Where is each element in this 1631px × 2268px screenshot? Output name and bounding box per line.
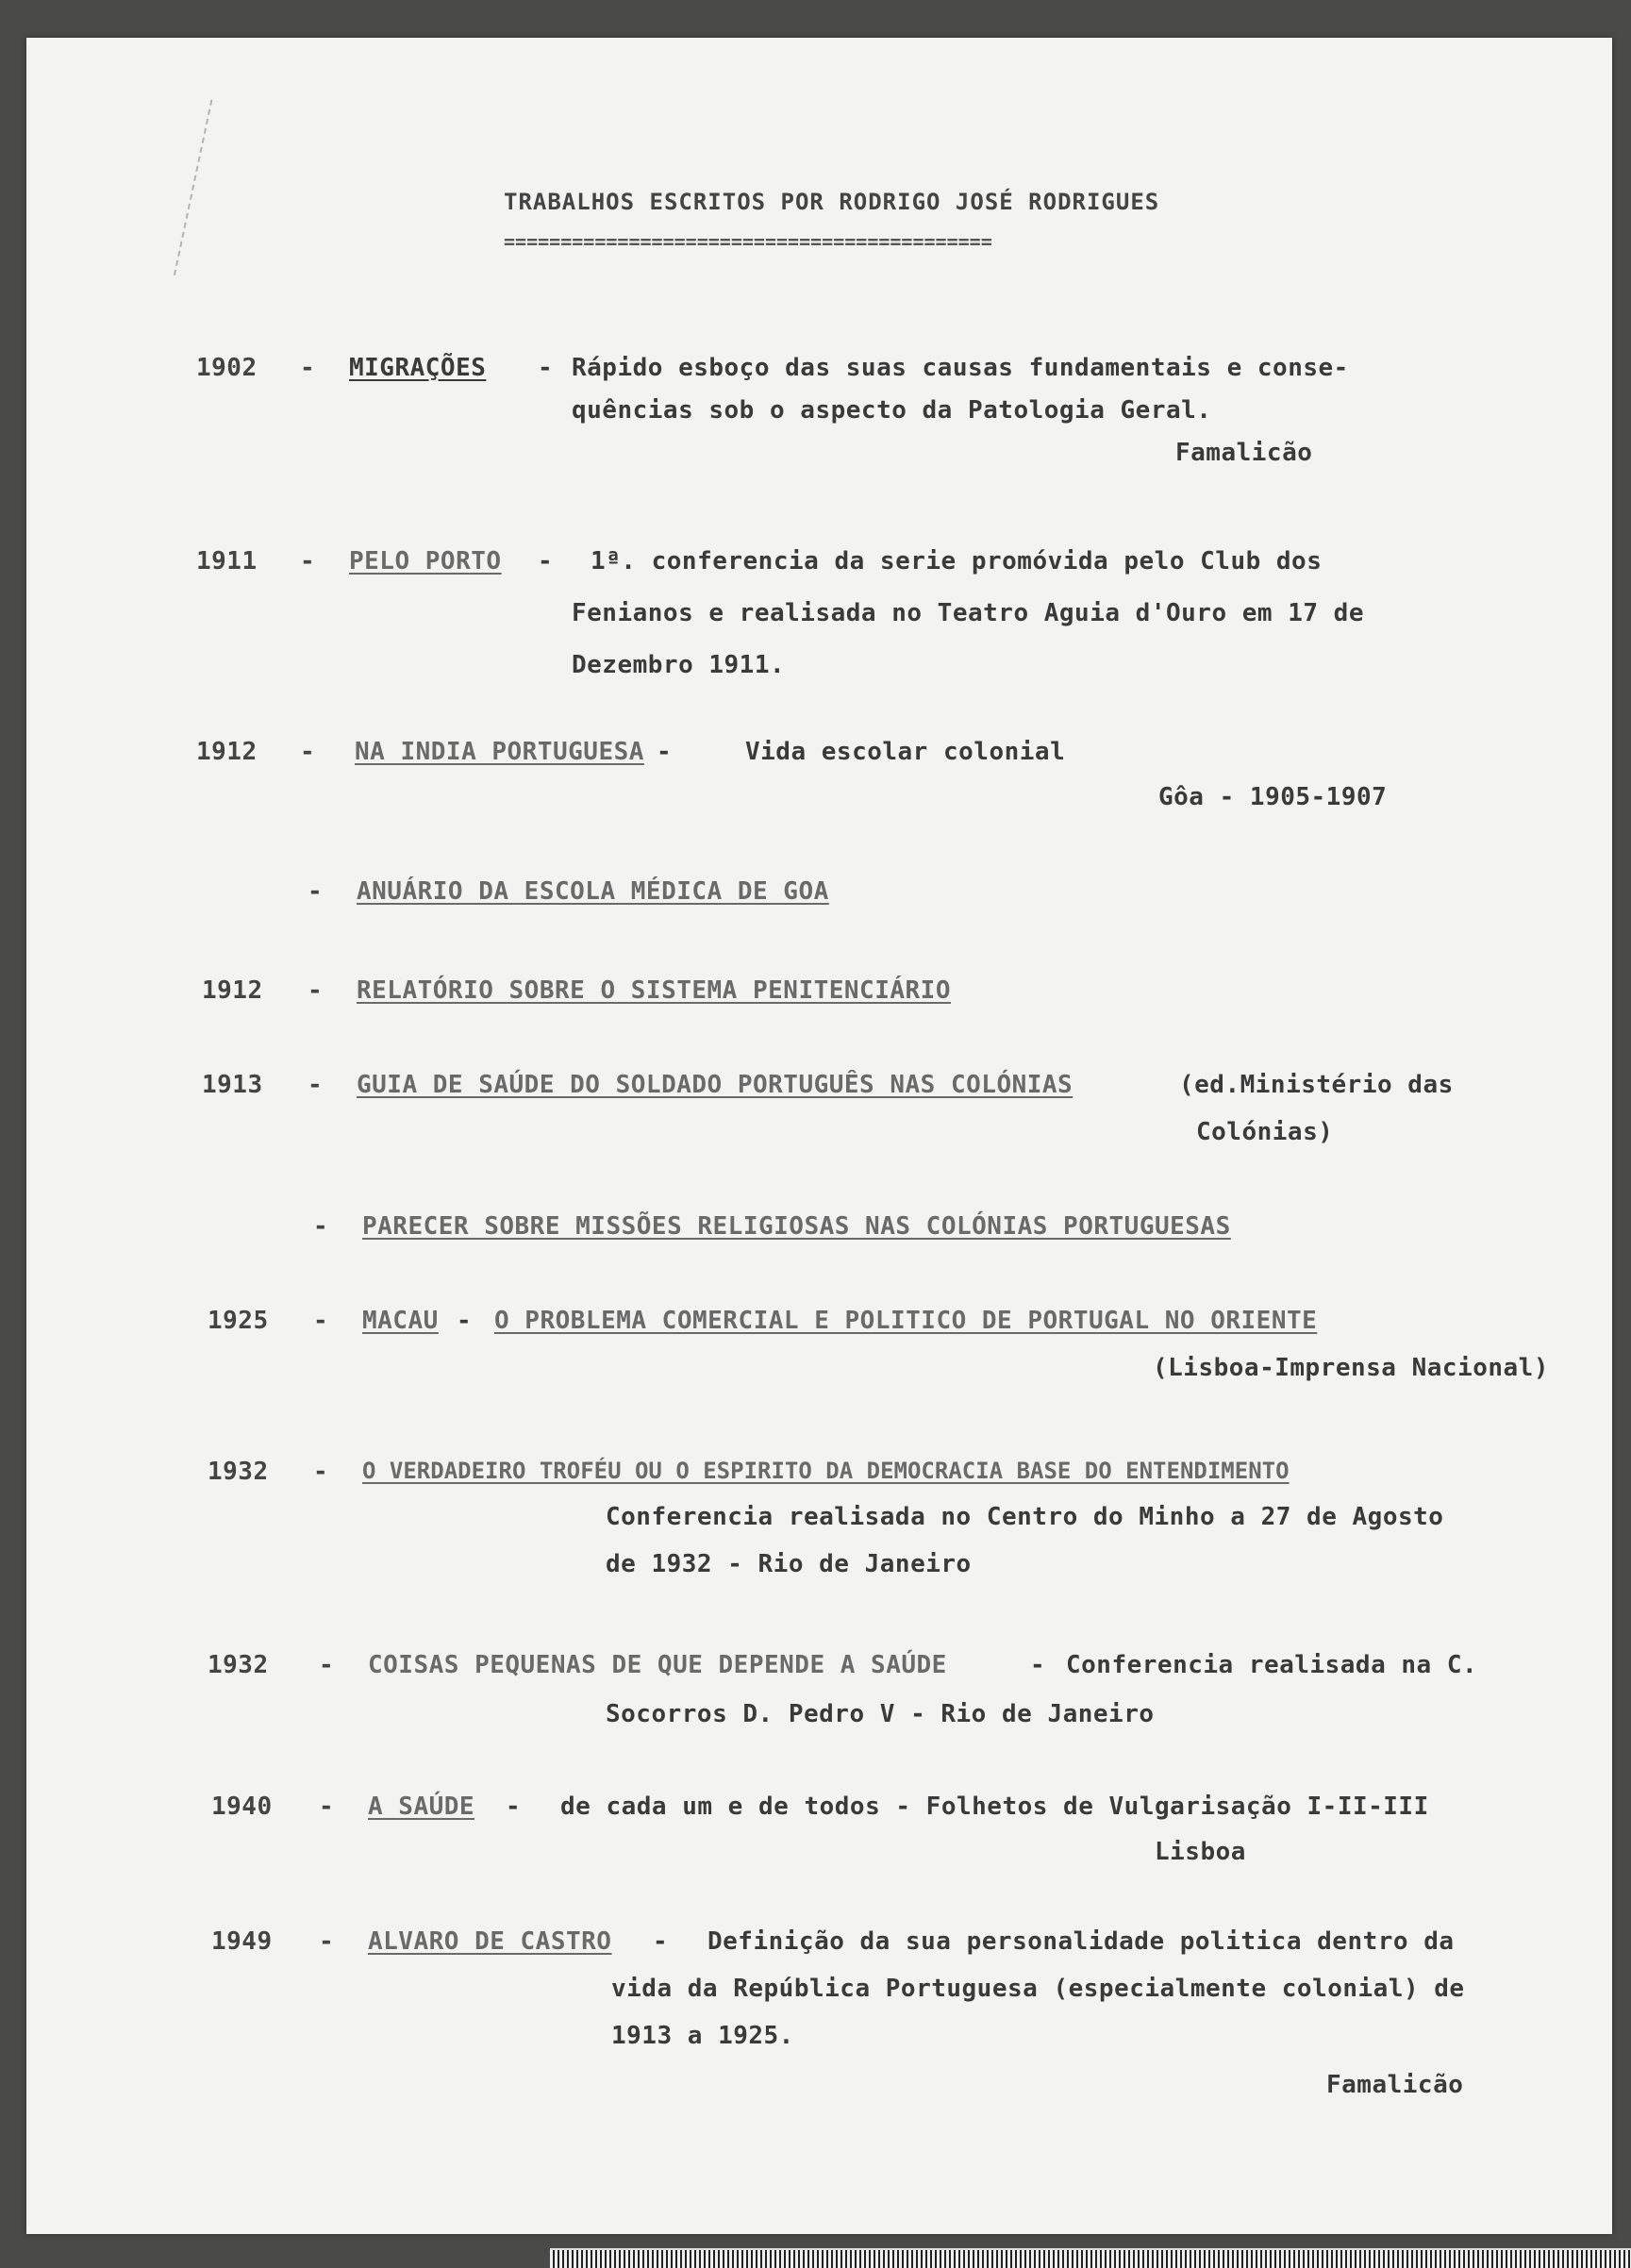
entry-year: 1932 [208,1651,269,1679]
entry-dash: - [300,547,316,575]
entry-description: de cada um e de todos - Folhetos de Vulgarisação I-II-III [560,1793,1429,1821]
page-title: TRABALHOS ESCRITOS POR RODRIGO JOSÉ RODRIGUES [504,189,1160,215]
entry-dash: - [300,738,316,766]
entry-place: Famalicão [1175,439,1313,467]
entry-work-title: PARECER SOBRE MISSÕES RELIGIOSAS NAS COLÓNIAS PORTUGUESAS [362,1212,1231,1241]
entry-description: Conferencia realisada no Centro do Minho a 27 de Agosto [606,1503,1444,1531]
entry-description: quências sob o aspecto da Patologia Geral. [572,396,1212,425]
entry-description: Dezembro 1911. [572,651,786,679]
entry-work-title: GUIA DE SAÚDE DO SOLDADO PORTUGUÊS NAS COLÓNIAS [357,1071,1073,1099]
entry-description: 1913 a 1925. [611,2022,794,2050]
entry-dash: - [313,1212,329,1241]
entry-description: (ed.Ministério das [1179,1071,1454,1099]
entry-work-title: PELO PORTO [349,547,502,575]
entry-description: Rápido esboço das suas causas fundamentais e conse- [572,354,1349,382]
entry-dash: - [319,1651,335,1679]
document-page [26,38,1612,2234]
entry-description: Definição da sua personalidade politica dentro da [707,1927,1455,1956]
entry-dash: - [308,976,324,1005]
entry-year: 1911 [196,547,258,575]
entry-dash: - [308,1071,324,1099]
entry-work-title: O VERDADEIRO TROFÉU OU O ESPIRITO DA DEMOCRACIA BASE DO ENTENDIMENTO [362,1458,1290,1484]
entry-year: 1949 [211,1927,273,1956]
entry-work-title: ANUÁRIO DA ESCOLA MÉDICA DE GOA [357,877,829,906]
entry-year: 1925 [208,1307,269,1335]
entry-description: 1ª. conferencia da serie promóvida pelo Club dos [591,547,1323,575]
entry-year: 1912 [202,976,263,1005]
pencil-mark [174,100,268,288]
entry-description: Socorros D. Pedro V - Rio de Janeiro [606,1700,1155,1728]
entry-work-title: MACAU [362,1307,439,1335]
entry-separator: - [657,738,673,766]
entry-dash: - [300,354,316,382]
entry-work-title: RELATÓRIO SOBRE O SISTEMA PENITENCIÁRIO [357,976,951,1005]
title-rule: =========================================== [504,230,992,253]
entry-year: 1913 [202,1071,263,1099]
entry-dash: - [319,1793,335,1821]
entry-year: 1902 [196,354,258,382]
entry-description: Conferencia realisada na C. [1066,1651,1478,1679]
entry-description: de 1932 - Rio de Janeiro [606,1550,972,1578]
entry-separator: - [538,354,554,382]
entry-description: Fenianos e realisada no Teatro Aguia d'Ouro em 17 de [572,599,1364,627]
entry-description: Colónias) [1196,1118,1334,1146]
entry-separator: - [653,1927,669,1956]
entry-dash: - [313,1458,329,1486]
entry-work-title: MIGRAÇÕES [349,354,487,382]
entry-dash: - [319,1927,335,1956]
entry-dash: - [308,877,324,906]
entry-place: Gôa - 1905-1907 [1158,783,1388,811]
entry-work-title: O PROBLEMA COMERCIAL E POLITICO DE PORTUGAL NO ORIENTE [494,1307,1318,1335]
entry-separator: - [1030,1651,1046,1679]
scan-ruler [550,2248,1631,2268]
entry-place: Famalicão [1326,2071,1464,2099]
entry-description: vida da República Portuguesa (especialmente colonial) de [611,1975,1465,2003]
entry-year: 1940 [211,1793,273,1821]
entry-separator: - [538,547,554,575]
entry-year: 1912 [196,738,258,766]
entry-separator: - [457,1307,473,1335]
entry-work-title: ALVARO DE CASTRO [368,1927,612,1956]
entry-place: Lisboa [1155,1838,1246,1866]
entry-separator: - [506,1793,522,1821]
entry-description: Vida escolar colonial [745,738,1066,766]
entry-work-title: NA INDIA PORTUGUESA [355,738,644,766]
entry-work-title: COISAS PEQUENAS DE QUE DEPENDE A SAÚDE [368,1651,947,1679]
entry-work-title: A SAÚDE [368,1793,475,1821]
entry-year: 1932 [208,1458,269,1486]
entry-description: (Lisboa-Imprensa Nacional) [1153,1354,1549,1382]
entry-dash: - [313,1307,329,1335]
